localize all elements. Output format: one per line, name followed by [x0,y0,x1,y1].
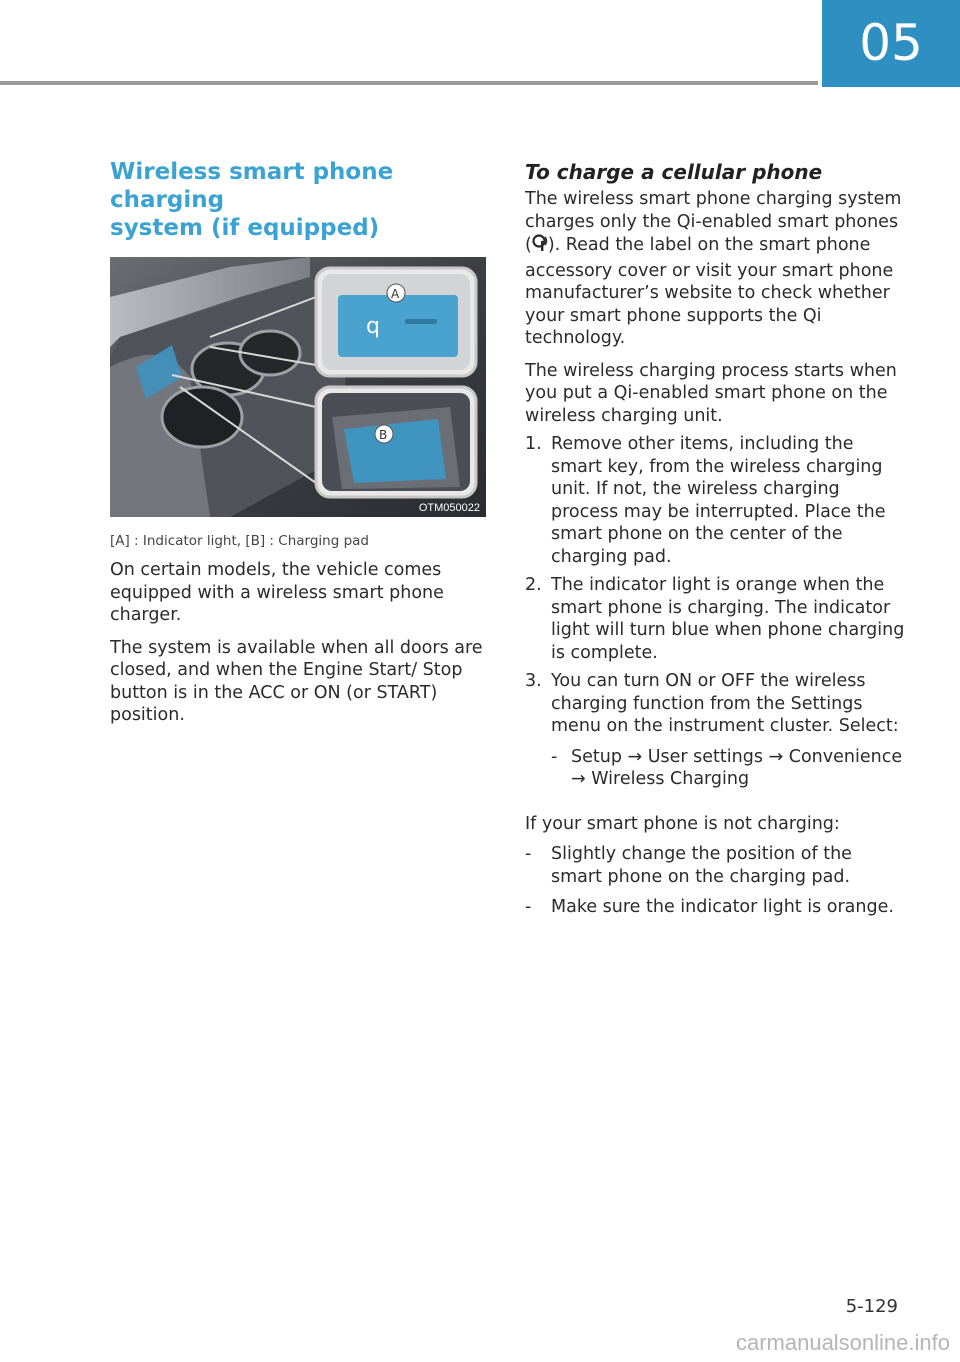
charging-figure [110,257,486,517]
charging-pad-large [344,419,446,483]
intro-paragraph: On certain models, the vehicle comes equipped with a wireless smart phone charger. [110,560,444,625]
qi-paragraph-end: ). Read the label on the smart phone accessory cover or visit your smart phone manufacturer’s website to check whether your smart phone supports the Qi technology. [525,235,894,348]
bullet-dash: - [525,897,532,917]
indicator-slot [405,319,437,324]
troubleshoot-list [525,843,905,919]
not-charging-heading: If your smart phone is not charging: [525,813,840,834]
qi-logo-icon: q [366,314,380,339]
step-number: 3. [525,671,542,691]
step-text: Remove other items, including the smart key, from the wireless charging unit. If not, the wireless charging process may be interrupted. Place the smart phone on the center of the charging pad. [551,434,886,567]
figure-caption: [A] : Indicator light, [B] : Charging pad [110,533,369,549]
figure-code: OTM050022 [418,502,480,514]
steps-list [525,433,905,791]
header-rule [0,81,818,85]
path-dash: - [551,746,558,767]
left-column [110,158,488,727]
section-title [110,158,488,242]
bullet-dash: - [525,844,532,864]
qi-paragraph-start: The wireless smart phone charging system charges only the Qi-enabled smart phones ( [525,189,902,255]
label-a-text: A [391,287,400,301]
step-number: 1. [525,434,542,454]
troubleshoot-item [525,896,905,919]
step-text: You can turn ON or OFF the wireless charging function from the Settings menu on the instrument cluster. Select: [551,671,899,736]
chapter-tab: 05 [822,0,960,87]
label-b-text: B [379,428,388,442]
path-text: Setup → User settings → Convenience → Wireless Charging [571,746,903,789]
right-column [525,160,905,919]
bullet-text: Slightly change the position of the smart phone on the charging pad. [551,844,852,887]
settings-path [551,746,905,791]
troubleshoot-item [525,843,905,888]
subsection-title: To charge a cellular phone [525,160,823,184]
step-item [525,433,905,568]
availability-paragraph: The system is available when all doors are closed, and when the Engine Start/ Stop button is in the ACC or ON (or START) position. [110,637,483,725]
process-paragraph: The wireless charging process starts when you put a Qi-enabled smart phone on the wireless charging unit. [525,360,897,426]
indicator-light [338,295,458,357]
step-item [525,670,905,791]
section-title-line2: system (if equipped) [110,215,380,241]
qi-symbol-icon [532,233,548,260]
page-number: 5-129 [845,1296,898,1317]
step-number: 2. [525,575,542,595]
bullet-text: Make sure the indicator light is orange. [551,897,894,917]
console-illustration [110,257,486,517]
qi-paragraph [525,188,905,350]
step-text: The indicator light is orange when the smart phone is charging. The indicator light will turn blue when phone charging is complete. [551,575,905,663]
cup-holder-3 [162,387,242,447]
section-title-line1: Wireless smart phone charging [110,159,394,213]
watermark[interactable]: carmanualsonline.info [735,1330,950,1355]
step-item [525,574,905,664]
